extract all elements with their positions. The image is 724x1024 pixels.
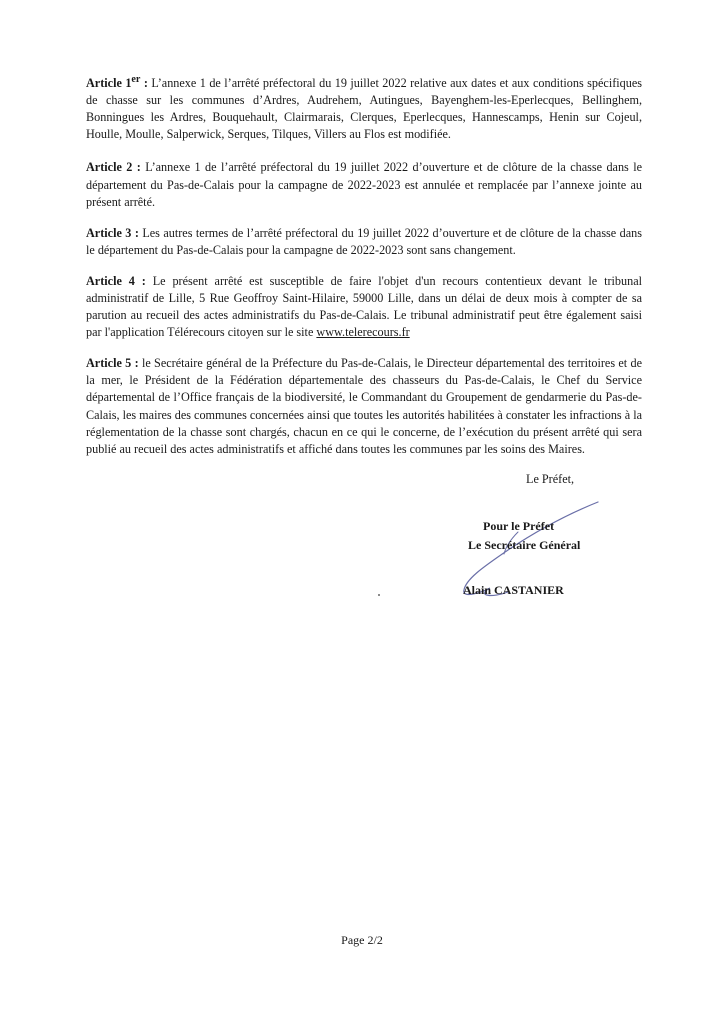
article-5 — [86, 355, 642, 458]
article-text: L’annexe 1 de l’arrêté préfectoral du 19 juillet 2022 relative aux dates et aux conditions spécifiques de chasse sur les communes d’Ardres, Audrehem, Autingues, Bayenghem-les-Eperlecques, Bellinghem, Bonningues les Ardres, Bouquehault, Clairmarais, Clerques, Eperlecques, Hannescamps, Henin sur Cojeul, Houlle, Moulle, Salperwick, Serques, Tilques, Villers au Flos est modifiée. — [86, 76, 643, 142]
article-label: Article 3 : — [86, 225, 143, 240]
telerecours-link[interactable]: www.telerecours.fr — [316, 325, 410, 340]
article-text: Les autres termes de l’arrêté préfectoral du 19 juillet 2022 d’ouverture et de clôture de la chasse dans le département du Pas-de-Calais pour la campagne de 2022-2023 sont sans changement. — [86, 225, 642, 257]
article-2 — [86, 159, 642, 210]
pour-le-prefet: Pour le Préfet — [483, 519, 555, 533]
article-3 — [86, 225, 642, 259]
article-label: Article 2 : — [86, 160, 146, 175]
scan-speck — [378, 594, 380, 596]
article-4 — [86, 273, 642, 341]
secretaire-general: Le Secrétaire Général — [468, 538, 581, 552]
article-1 — [86, 71, 642, 143]
article-text: Le présent arrêté est susceptible de faire l'objet d'un recours contentieux devant le tribunal administratif de Lille, 5 Rue Geoffroy Saint-Hilaire, 59000 Lille, dans un délai de deux mois à compter de sa parution au recueil des actes administratifs du Pas-de-Calais. Le tribunal administratif peut être également saisi par l'application Télérecours citoyen sur le site — [86, 273, 642, 340]
article-text: L’annexe 1 de l’arrêté préfectoral du 19 juillet 2022 d’ouverture et de clôture de la chasse dans le département du Pas-de-Calais pour la campagne de 2022-2023 est annulée et remplacée par l’annexe jointe au présent arrêté. — [86, 160, 642, 209]
article-label: Article 4 : — [86, 273, 153, 288]
signatory-name: Alain CASTANIER — [463, 583, 564, 597]
article-text: le Secrétaire général de la Préfecture du Pas-de-Calais, le Directeur départemental des territoires et de la mer, le Président de la Fédération départementale des chasseurs du Pas-de-Calais, le Chef du Service départemental de l’Office français de la biodiversité, le Commandant du Groupement de gendarmerie du Pas-de-Calais, les maires des communes concernées ainsi que toutes les autorités habilitées à constater les infractions à la réglementation de la chasse sont chargés, chacun en ce qui le concerne, de l’exécution du présent arrêté qui sera publié au recueil des actes administratifs et affiché dans toutes les communes par les soins des Maires. — [86, 356, 642, 456]
le-prefet-line: Le Préfet, — [526, 472, 575, 486]
article-label: Article 1er : — [86, 74, 152, 91]
document-body — [86, 71, 642, 472]
page-number: Page 2/2 — [341, 933, 383, 947]
article-label: Article 5 : — [86, 356, 142, 371]
